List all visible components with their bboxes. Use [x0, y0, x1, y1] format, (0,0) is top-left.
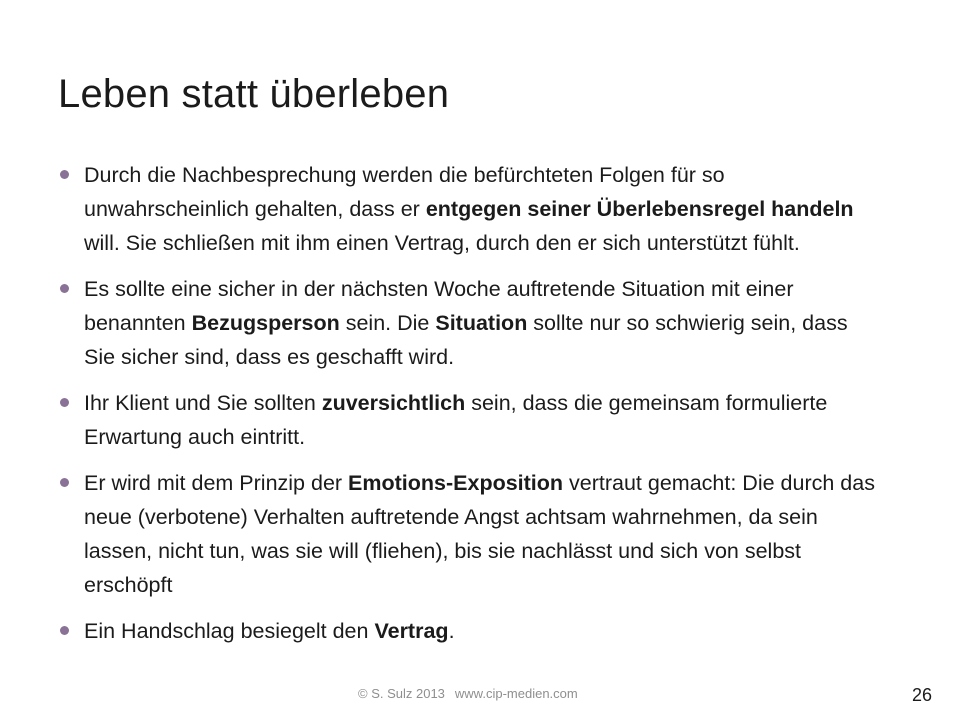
bullet-text-part: Er wird mit dem Prinzip der — [84, 471, 349, 495]
bullet-emphasis: Bezugsperson — [191, 311, 340, 335]
bullet-text-part: sein. Die — [339, 311, 436, 335]
bullet-text-part: sein, dass die gemeinsam formulierte Erwartung auch eintritt. — [84, 391, 828, 449]
bullet-text — [84, 471, 875, 597]
bullet-item — [58, 466, 878, 602]
bullet-dot-icon — [60, 626, 69, 635]
bullet-text-part: will. Sie schließen mit ihm einen Vertrag, durch den er sich unterstützt fühlt. — [84, 231, 800, 255]
bullet-dot-icon — [60, 398, 69, 407]
bullet-item — [58, 158, 878, 260]
bullet-text-part: vertraut gemacht: Die durch das neue (verbotene) Verhalten auftretende Angst achtsam wahrnehmen, da sein lassen, nicht tun, was sie will (fliehen), bis sie nachlässt und sich von selbst erschöpft — [84, 471, 875, 597]
bullet-text-part: Ein Handschlag besiegelt den — [84, 619, 375, 643]
bullet-dot-icon — [60, 170, 69, 179]
bullet-item — [58, 614, 878, 648]
bullet-emphasis: Vertrag — [374, 619, 449, 643]
bullet-emphasis: zuversichtlich — [321, 391, 466, 415]
bullet-text-part: Ihr Klient und Sie sollten — [84, 391, 322, 415]
bullet-list — [58, 158, 878, 648]
bullet-item — [58, 386, 878, 454]
bullet-text-part: Durch die Nachbesprechung werden die befürchteten Folgen für so unwahrscheinlich gehalten, dass er — [84, 163, 725, 221]
slide-title: Leben statt überleben — [58, 72, 450, 116]
bullet-text — [84, 619, 455, 643]
page-number: 26 — [911, 685, 932, 705]
bullet-text — [84, 277, 848, 369]
bullet-text-part: sollte nur so schwierig sein, dass Sie sicher sind, dass es geschafft wird. — [84, 311, 848, 369]
footer-text — [358, 686, 578, 701]
bullet-emphasis: Emotions-Exposition — [348, 471, 564, 495]
bullet-emphasis: Situation — [435, 311, 528, 335]
bullet-dot-icon — [60, 284, 69, 293]
slide-footer — [0, 686, 960, 706]
bullet-text — [84, 391, 827, 449]
bullet-text-part: Es sollte eine sicher in der nächsten Woche auftretende Situation mit einer benannten — [84, 277, 794, 335]
bullet-text-part: . — [448, 619, 455, 643]
bullet-text — [84, 163, 854, 255]
footer-copyright: © S. Sulz 2013 — [358, 686, 445, 701]
footer-website: www.cip-medien.com — [454, 686, 578, 701]
bullet-item — [58, 272, 878, 374]
bullet-dot-icon — [60, 478, 69, 487]
bullet-emphasis: entgegen seiner Überlebensregel handeln — [425, 197, 854, 221]
